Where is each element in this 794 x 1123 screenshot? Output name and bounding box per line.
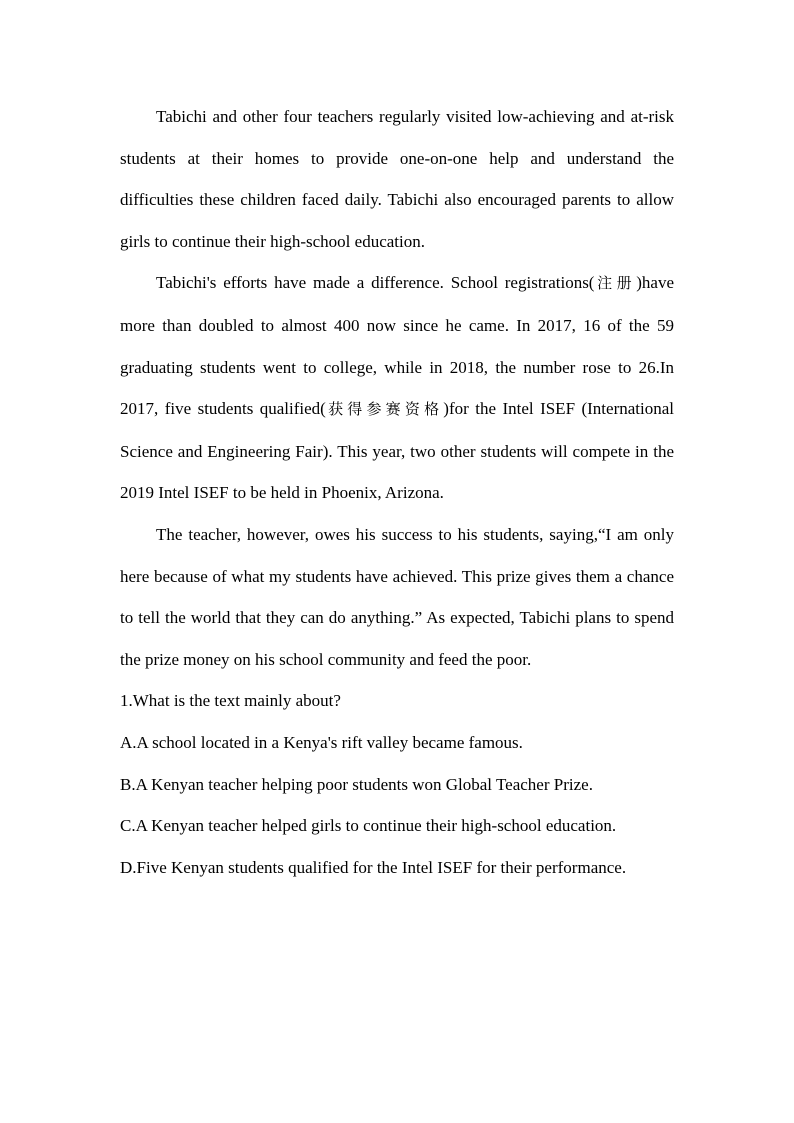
document-page [120, 96, 674, 888]
paragraph-1 [120, 96, 674, 262]
paragraph-1-text: Tabichi and other four teachers regularly visited low-achieving and at-risk students at their homes to provide one-on-one help and understand the difficulties these children faced daily. Tabichi also encouraged parents to allow girls to continue their high-school education. [120, 107, 674, 251]
paragraph-2 [120, 262, 674, 514]
option-a: A.A school located in a Kenya's rift valley became famous. [120, 732, 523, 752]
option-c: C.A Kenyan teacher helped girls to continue their high-school education. [120, 816, 617, 836]
question-stem: 1.What is the text mainly about? [120, 691, 341, 711]
chinese-gloss-registration: 注册 [594, 274, 637, 293]
paragraph-2-text-c: )for the Intel ISEF (International Science and Engineering Fair). This year, two other students will compete in the 2019 Intel ISEF to be held in Phoenix, Arizona. [120, 399, 674, 503]
option-d: D.Five Kenyan students qualified for the Intel ISEF for their performance. [120, 857, 627, 877]
paragraph-3 [120, 514, 674, 680]
question-block [120, 680, 674, 888]
passage [120, 96, 674, 680]
paragraph-3-text: The teacher, however, owes his success to his students, saying,“I am only here because of what my students have achieved. This prize gives them a chance to tell the world that they can do anything.” As expected, Tabichi plans to spend the prize money on his school community and feed the poor. [120, 524, 674, 669]
paragraph-2-text-a: Tabichi's efforts have made a difference. School registrations( [156, 273, 595, 293]
option-b: B.A Kenyan teacher helping poor students won Global Teacher Prize. [120, 774, 593, 794]
chinese-gloss-qualified: 获得参赛资格 [325, 400, 444, 419]
paragraph-2-text-b: )have more than doubled to almost 400 now since he came. In 2017, 16 of the 59 graduating students went to college, while in 2018, the number rose to 26.In 2017, five students qualified( [120, 273, 674, 419]
